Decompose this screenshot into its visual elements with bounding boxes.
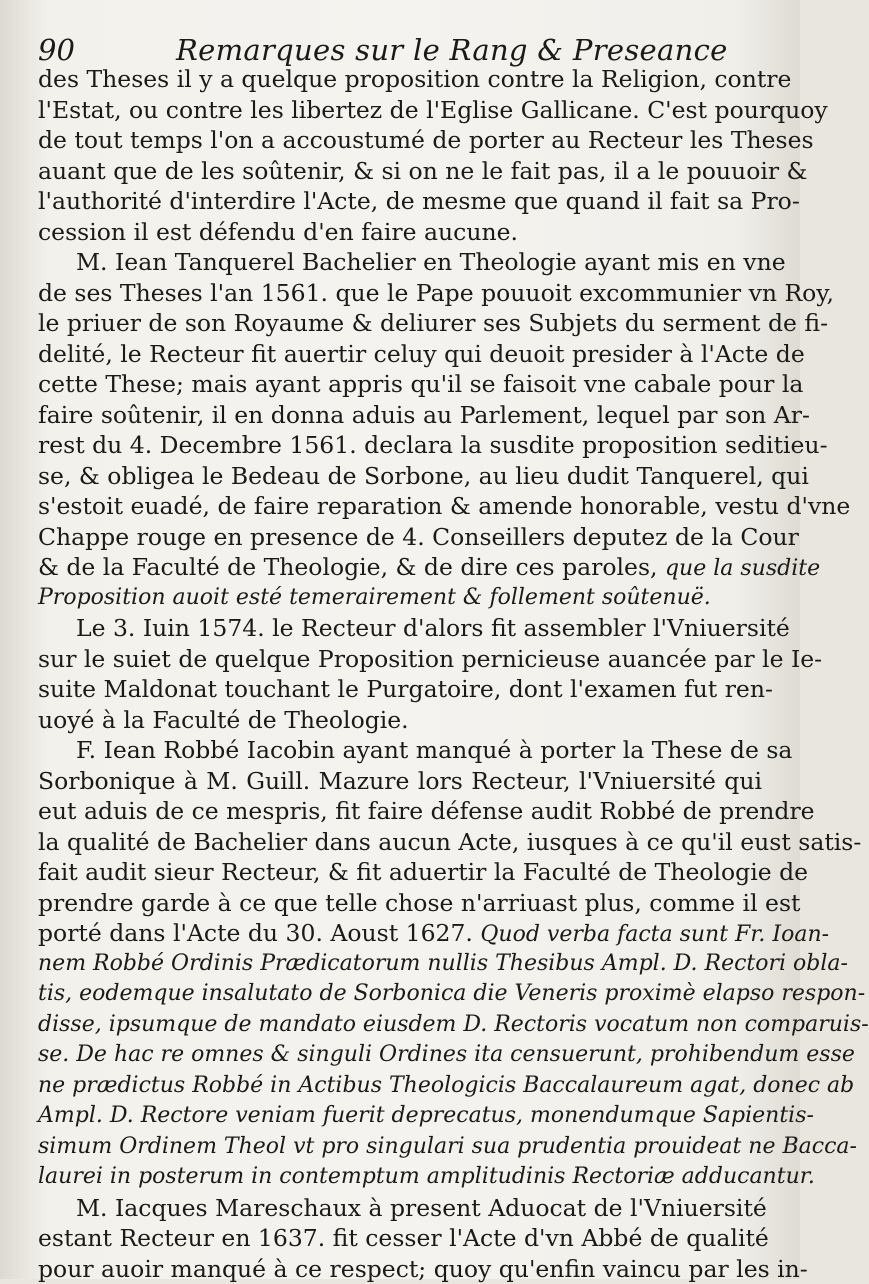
line-text: de tout temps l'on a accoustumé de porter au Recteur les Theses [38, 126, 814, 154]
text-line [38, 156, 762, 187]
page-body [38, 64, 762, 1284]
line-text: eut aduis de ce mespris, fit faire défense audit Robbé de prendre [38, 797, 815, 825]
running-head: Remarques sur le Rang & Preseance [176, 30, 728, 70]
line-text: le priuer de son Royaume & deliurer ses Subjets du serment de fi- [38, 309, 828, 337]
line-text: prendre garde à ce que telle chose n'arriuast plus, comme il est [38, 889, 800, 917]
text-line [38, 64, 762, 95]
line-text: & de la Faculté de Theologie, & de dire ces paroles, [38, 553, 657, 581]
text-line [38, 95, 762, 126]
line-text: Le 3. Iuin 1574. le Recteur d'alors fit assembler l'Vniuersité [76, 614, 790, 642]
text-line [38, 400, 762, 431]
italic-text: tis, eodemque insalutato de Sorbonica die Veneris proximè elapso respon- [38, 981, 865, 1006]
text-line [38, 125, 762, 156]
text-line [38, 1162, 762, 1193]
italic-text: simum Ordinem Theol vt pro singulari sua prudentia prouideat ne Bacca- [38, 1134, 857, 1159]
text-line [38, 735, 762, 766]
text-line [38, 552, 762, 583]
text-line [38, 705, 762, 736]
text-line [38, 674, 762, 705]
line-text: pour auoir manqué à ce respect; quoy qu'enfin vaincu par les in- [38, 1255, 808, 1283]
italic-text: ne prædictus Robbé in Actibus Theologicis Baccalaureum agat, donec ab [38, 1073, 854, 1098]
line-text: delité, le Recteur fit auertir celuy qui deuoit presider à l'Acte de [38, 340, 805, 368]
text-line [38, 1223, 762, 1254]
line-text: rest du 4. Decembre 1561. declara la susdite proposition seditieu- [38, 431, 828, 459]
text-line [38, 369, 762, 400]
line-text: Chappe rouge en presence de 4. Conseillers deputez de la Cour [38, 523, 799, 551]
text-line [38, 1132, 762, 1163]
italic-text: nem Robbé Ordinis Prædicatorum nullis Thesibus Ampl. D. Rectori obla- [38, 951, 848, 976]
text-line [38, 217, 762, 248]
line-text: l'Estat, ou contre les libertez de l'Eglise Gallicane. C'est pourquoy [38, 96, 828, 124]
line-text: sur le suiet de quelque Proposition pernicieuse auancée par le Ie- [38, 645, 822, 673]
paragraph [38, 735, 762, 1193]
line-text: cette These; mais ayant appris qu'il se faisoit vne cabale pour la [38, 370, 803, 398]
line-text: l'authorité d'interdire l'Acte, de mesme que quand il fait sa Pro- [38, 187, 800, 215]
italic-text: laurei in posterum in contemptum amplitudinis Rectoriæ adducantur. [38, 1164, 815, 1189]
text-line [38, 1101, 762, 1132]
paragraph [38, 613, 762, 735]
paragraph [38, 247, 762, 613]
text-line [38, 979, 762, 1010]
paragraph [38, 1193, 762, 1284]
italic-text: disse, ipsumque de mandato eiusdem D. Rectoris vocatum non comparuis- [38, 1012, 869, 1037]
text-line [38, 1010, 762, 1041]
text-line [38, 1254, 762, 1284]
line-text: porté dans l'Acte du 30. Aoust 1627. [38, 919, 473, 947]
text-line [38, 1040, 762, 1071]
line-text: Sorbonique à M. Guill. Mazure lors Recteur, l'Vniuersité qui [38, 767, 762, 795]
text-line [38, 827, 762, 858]
line-text: la qualité de Bachelier dans aucun Acte, iusques à ce qu'il eust satis- [38, 828, 861, 856]
text-line [38, 1071, 762, 1102]
line-text: de ses Theses l'an 1561. que le Pape pouuoit excommunier vn Roy, [38, 279, 834, 307]
text-line [38, 613, 762, 644]
line-text: s'estoit euadé, de faire reparation & amende honorable, vestu d'vne [38, 492, 850, 520]
text-line [38, 857, 762, 888]
text-line [38, 430, 762, 461]
line-text: se, & obligea le Bedeau de Sorbone, au lieu dudit Tanquerel, qui [38, 462, 809, 490]
italic-text: Proposition auoit esté temerairement & follement soûtenuë. [38, 585, 711, 610]
text-line [38, 766, 762, 797]
line-text: uoyé à la Faculté de Theologie. [38, 706, 409, 734]
text-line [38, 522, 762, 553]
italic-text: Ampl. D. Rectore veniam fuerit deprecatus, monendumque Sapientis- [38, 1103, 814, 1128]
line-text: auant que de les soûtenir, & si on ne le fait pas, il a le pouuoir & [38, 157, 807, 185]
text-line [38, 461, 762, 492]
text-line [38, 583, 762, 614]
italic-text: Quod verba facta sunt Fr. Ioan- [480, 922, 829, 947]
line-text: cession il est défendu d'en faire aucune. [38, 218, 518, 246]
line-text: M. Iean Tanquerel Bachelier en Theologie ayant mis en vne [76, 248, 786, 276]
italic-text: se. De hac re omnes & singuli Ordines ita censuerunt, prohibendum esse [38, 1042, 855, 1067]
text-line [38, 918, 762, 949]
italic-text: que la susdite [665, 556, 820, 581]
line-text: fait audit sieur Recteur, & fit aduertir la Faculté de Theologie de [38, 858, 808, 886]
text-line [38, 339, 762, 370]
text-line [38, 247, 762, 278]
line-text: faire soûtenir, il en donna aduis au Parlement, lequel par son Ar- [38, 401, 810, 429]
page-number: 90 [38, 30, 75, 70]
text-line [38, 1193, 762, 1224]
text-line [38, 796, 762, 827]
line-text: estant Recteur en 1637. fit cesser l'Acte d'vn Abbé de qualité [38, 1224, 769, 1252]
text-line [38, 644, 762, 675]
line-text: F. Iean Robbé Iacobin ayant manqué à porter la These de sa [76, 736, 792, 764]
line-text: des Theses il y a quelque proposition contre la Religion, contre [38, 65, 791, 93]
text-line [38, 186, 762, 217]
text-line [38, 888, 762, 919]
paragraph [38, 64, 762, 247]
text-line [38, 949, 762, 980]
line-text: M. Iacques Mareschaux à present Aduocat de l'Vniuersité [76, 1194, 767, 1222]
line-text: suite Maldonat touchant le Purgatoire, dont l'examen fut ren- [38, 675, 773, 703]
text-line [38, 308, 762, 339]
text-line [38, 278, 762, 309]
text-line [38, 491, 762, 522]
